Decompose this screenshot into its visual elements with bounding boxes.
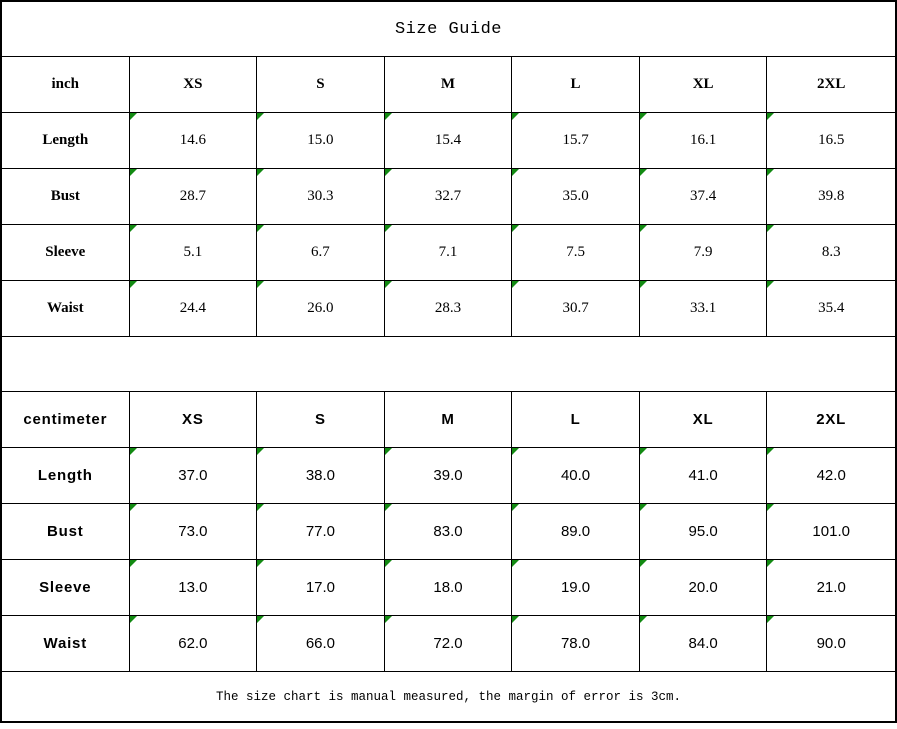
comment-marker-icon bbox=[257, 616, 264, 623]
value-cell-text: 30.7 bbox=[562, 300, 589, 316]
size-header-cell bbox=[385, 392, 513, 448]
unit-header-cell bbox=[2, 57, 130, 113]
value-cell-text: 7.5 bbox=[566, 244, 585, 260]
measure-label-cell bbox=[2, 169, 130, 225]
value-cell bbox=[130, 225, 258, 281]
value-cell bbox=[385, 113, 513, 169]
measure-label-cell bbox=[2, 281, 130, 337]
value-cell bbox=[767, 225, 895, 281]
comment-marker-icon bbox=[385, 448, 392, 455]
comment-marker-icon bbox=[385, 616, 392, 623]
value-cell-text: 42.0 bbox=[816, 467, 846, 484]
comment-marker-icon bbox=[767, 448, 774, 455]
value-cell bbox=[512, 281, 640, 337]
measure-label-cell-text: Waist bbox=[43, 635, 87, 652]
footer-row bbox=[2, 672, 895, 721]
comment-marker-icon bbox=[640, 225, 647, 232]
value-cell bbox=[640, 616, 768, 672]
value-cell-text: 28.7 bbox=[179, 188, 206, 204]
size-header-cell-text: XL bbox=[692, 76, 714, 92]
comment-marker-icon bbox=[512, 560, 519, 567]
comment-marker-icon bbox=[767, 113, 774, 120]
value-cell-text: 16.1 bbox=[690, 132, 717, 148]
value-cell-text: 28.3 bbox=[434, 300, 462, 316]
value-cell-text: 90.0 bbox=[816, 635, 846, 652]
value-cell bbox=[640, 281, 768, 337]
value-cell-text: 78.0 bbox=[560, 635, 591, 652]
value-cell bbox=[257, 225, 385, 281]
comment-marker-icon bbox=[130, 560, 137, 567]
page-title: Size Guide bbox=[394, 19, 503, 39]
size-header-cell-text: XS bbox=[182, 411, 204, 428]
measure-label-cell-text: Length bbox=[42, 132, 89, 148]
comment-marker-icon bbox=[130, 281, 137, 288]
value-cell-text: 15.7 bbox=[562, 132, 589, 148]
comment-marker-icon bbox=[385, 504, 392, 511]
measure-label-cell bbox=[2, 113, 130, 169]
comment-marker-icon bbox=[512, 225, 519, 232]
value-cell bbox=[512, 616, 640, 672]
value-cell bbox=[130, 504, 258, 560]
size-header-cell bbox=[257, 57, 385, 113]
value-cell-text: 26.0 bbox=[307, 300, 334, 316]
value-cell-text: 37.4 bbox=[690, 188, 717, 204]
comment-marker-icon bbox=[640, 169, 647, 176]
value-cell-text: 40.0 bbox=[560, 467, 591, 484]
value-cell bbox=[385, 281, 513, 337]
size-header-cell-text: M bbox=[440, 76, 456, 92]
value-cell-text: 73.0 bbox=[178, 523, 208, 540]
value-cell bbox=[130, 281, 258, 337]
comment-marker-icon bbox=[512, 504, 519, 511]
value-cell-text: 18.0 bbox=[433, 579, 463, 596]
value-cell bbox=[385, 448, 513, 504]
value-cell bbox=[385, 616, 513, 672]
size-header-cell-text: S bbox=[315, 411, 326, 428]
value-cell bbox=[767, 616, 895, 672]
size-header-cell-text: 2XL bbox=[816, 411, 847, 428]
comment-marker-icon bbox=[512, 616, 519, 623]
comment-marker-icon bbox=[257, 504, 264, 511]
size-table-centimeter bbox=[2, 392, 895, 672]
comment-marker-icon bbox=[767, 281, 774, 288]
size-header-cell bbox=[257, 392, 385, 448]
value-cell-text: 39.8 bbox=[818, 188, 845, 204]
value-cell-text: 35.0 bbox=[562, 188, 589, 204]
value-cell bbox=[640, 560, 768, 616]
measure-label-cell bbox=[2, 448, 130, 504]
measure-label-cell bbox=[2, 616, 130, 672]
value-cell bbox=[512, 169, 640, 225]
value-cell-text: 62.0 bbox=[178, 635, 208, 652]
size-header-cell-text: L bbox=[570, 76, 581, 92]
value-cell-text: 89.0 bbox=[560, 523, 591, 540]
value-cell bbox=[257, 281, 385, 337]
value-cell bbox=[257, 504, 385, 560]
value-cell-text: 7.1 bbox=[438, 244, 458, 260]
size-header-cell-text: XS bbox=[183, 76, 203, 92]
value-cell bbox=[767, 560, 895, 616]
size-header-cell bbox=[767, 57, 895, 113]
value-cell-text: 7.9 bbox=[693, 244, 713, 260]
measure-label-cell-text: Waist bbox=[46, 300, 84, 316]
size-header-cell bbox=[767, 392, 895, 448]
value-cell-text: 77.0 bbox=[305, 523, 336, 540]
comment-marker-icon bbox=[257, 448, 264, 455]
measure-label-cell-text: Length bbox=[37, 467, 93, 484]
value-cell bbox=[767, 448, 895, 504]
size-header-cell-text: 2XL bbox=[817, 76, 846, 92]
comment-marker-icon bbox=[130, 504, 137, 511]
value-cell-text: 95.0 bbox=[688, 523, 718, 540]
comment-marker-icon bbox=[640, 448, 647, 455]
measure-label-cell-text: Bust bbox=[50, 188, 80, 204]
comment-marker-icon bbox=[640, 504, 647, 511]
value-cell-text: 33.1 bbox=[690, 300, 717, 316]
comment-marker-icon bbox=[257, 225, 264, 232]
comment-marker-icon bbox=[512, 281, 519, 288]
comment-marker-icon bbox=[130, 169, 137, 176]
value-cell bbox=[640, 169, 768, 225]
comment-marker-icon bbox=[385, 281, 392, 288]
comment-marker-icon bbox=[385, 169, 392, 176]
unit-header-cell-text: centimeter bbox=[23, 411, 108, 428]
size-header-cell-text: XL bbox=[692, 411, 714, 428]
measure-label-cell bbox=[2, 560, 130, 616]
value-cell bbox=[130, 113, 258, 169]
value-cell-text: 30.3 bbox=[307, 188, 334, 204]
comment-marker-icon bbox=[130, 225, 137, 232]
value-cell bbox=[385, 560, 513, 616]
measure-label-cell bbox=[2, 225, 130, 281]
value-cell bbox=[257, 616, 385, 672]
size-header-cell bbox=[512, 57, 640, 113]
value-cell bbox=[257, 169, 385, 225]
measure-label-cell-text: Sleeve bbox=[39, 579, 92, 596]
value-cell bbox=[512, 448, 640, 504]
value-cell bbox=[767, 113, 895, 169]
comment-marker-icon bbox=[257, 560, 264, 567]
value-cell-text: 17.0 bbox=[305, 579, 336, 596]
value-cell bbox=[767, 504, 895, 560]
value-cell bbox=[640, 448, 768, 504]
value-cell bbox=[640, 504, 768, 560]
comment-marker-icon bbox=[257, 113, 264, 120]
value-cell-text: 72.0 bbox=[433, 635, 463, 652]
value-cell bbox=[640, 113, 768, 169]
value-cell-text: 19.0 bbox=[560, 579, 591, 596]
unit-header-cell-text: inch bbox=[51, 76, 80, 92]
size-header-cell-text: S bbox=[316, 76, 325, 92]
measure-label-cell-text: Bust bbox=[47, 523, 84, 540]
value-cell bbox=[512, 225, 640, 281]
comment-marker-icon bbox=[640, 113, 647, 120]
comment-marker-icon bbox=[767, 225, 774, 232]
comment-marker-icon bbox=[512, 448, 519, 455]
value-cell-text: 83.0 bbox=[433, 523, 463, 540]
measure-label-cell bbox=[2, 504, 130, 560]
unit-header-cell bbox=[2, 392, 130, 448]
comment-marker-icon bbox=[257, 281, 264, 288]
size-header-cell bbox=[130, 392, 258, 448]
size-header-cell bbox=[512, 392, 640, 448]
value-cell bbox=[512, 113, 640, 169]
size-table-inch bbox=[2, 57, 895, 337]
value-cell-text: 16.5 bbox=[818, 132, 845, 148]
value-cell-text: 37.0 bbox=[178, 467, 208, 484]
size-header-cell-text: L bbox=[570, 411, 581, 428]
value-cell bbox=[640, 225, 768, 281]
value-cell-text: 41.0 bbox=[688, 467, 718, 484]
measure-label-cell-text: Sleeve bbox=[45, 244, 86, 260]
comment-marker-icon bbox=[512, 169, 519, 176]
value-cell-text: 20.0 bbox=[688, 579, 718, 596]
value-cell bbox=[257, 560, 385, 616]
comment-marker-icon bbox=[640, 281, 647, 288]
value-cell bbox=[130, 616, 258, 672]
value-cell bbox=[385, 169, 513, 225]
value-cell-text: 101.0 bbox=[812, 523, 850, 540]
value-cell-text: 15.0 bbox=[307, 132, 334, 148]
comment-marker-icon bbox=[385, 225, 392, 232]
value-cell-text: 21.0 bbox=[816, 579, 846, 596]
size-header-cell bbox=[640, 57, 768, 113]
value-cell-text: 24.4 bbox=[179, 300, 206, 316]
value-cell-text: 14.6 bbox=[179, 132, 206, 148]
footer-note: The size chart is manual measured, the margin of error is 3cm. bbox=[215, 689, 682, 704]
spacer-row bbox=[2, 337, 895, 392]
value-cell bbox=[512, 560, 640, 616]
value-cell bbox=[512, 504, 640, 560]
size-header-cell bbox=[640, 392, 768, 448]
value-cell-text: 35.4 bbox=[818, 300, 845, 316]
value-cell-text: 5.1 bbox=[183, 244, 203, 260]
comment-marker-icon bbox=[767, 169, 774, 176]
comment-marker-icon bbox=[512, 113, 519, 120]
value-cell bbox=[385, 504, 513, 560]
comment-marker-icon bbox=[640, 560, 647, 567]
title-row bbox=[2, 2, 895, 57]
value-cell bbox=[130, 169, 258, 225]
value-cell-text: 8.3 bbox=[821, 244, 841, 260]
comment-marker-icon bbox=[130, 113, 137, 120]
value-cell bbox=[767, 169, 895, 225]
value-cell bbox=[130, 448, 258, 504]
value-cell-text: 39.0 bbox=[433, 467, 463, 484]
comment-marker-icon bbox=[385, 560, 392, 567]
value-cell-text: 84.0 bbox=[688, 635, 718, 652]
comment-marker-icon bbox=[385, 113, 392, 120]
comment-marker-icon bbox=[767, 616, 774, 623]
value-cell-text: 13.0 bbox=[178, 579, 208, 596]
value-cell-text: 66.0 bbox=[305, 635, 336, 652]
size-header-cell bbox=[130, 57, 258, 113]
value-cell-text: 15.4 bbox=[434, 132, 462, 148]
value-cell bbox=[257, 448, 385, 504]
comment-marker-icon bbox=[767, 504, 774, 511]
value-cell bbox=[767, 281, 895, 337]
size-header-cell bbox=[385, 57, 513, 113]
value-cell-text: 32.7 bbox=[434, 188, 462, 204]
value-cell-text: 6.7 bbox=[311, 244, 330, 260]
value-cell bbox=[385, 225, 513, 281]
comment-marker-icon bbox=[257, 169, 264, 176]
value-cell bbox=[257, 113, 385, 169]
comment-marker-icon bbox=[767, 560, 774, 567]
comment-marker-icon bbox=[640, 616, 647, 623]
size-header-cell-text: M bbox=[441, 411, 455, 428]
comment-marker-icon bbox=[130, 616, 137, 623]
value-cell bbox=[130, 560, 258, 616]
value-cell-text: 38.0 bbox=[305, 467, 336, 484]
comment-marker-icon bbox=[130, 448, 137, 455]
